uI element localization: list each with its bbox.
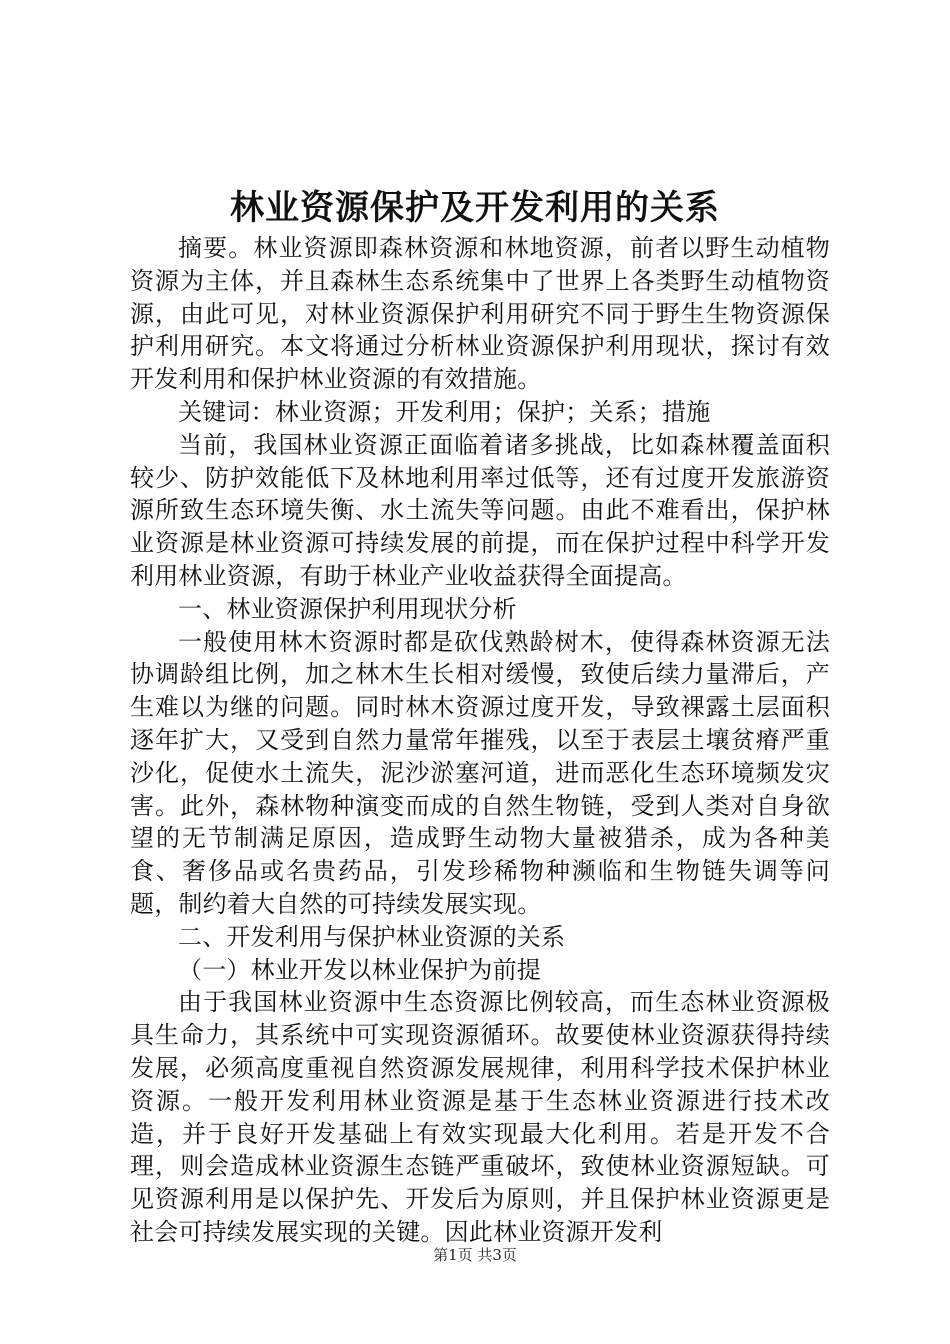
section-1-paragraph: 一般使用林木资源时都是砍伐熟龄树木，使得森林资源无法协调龄组比例，加之林木生长相对缓慢，致使后续力量滞后，产生难以为继的问题。同时林木资源过度开发，导致裸露土层面积逐年扩大，又受到自然力量常年摧残，以至于表层土壤贫瘠严重沙化，促使水土流失，泥沙淤塞河道，进而恶化生态环境频发灾害。此外，森林物种演变而成的自然生物链，受到人类对自身欲望的无节制满足原因，造成野生动物大量被猎杀，成为各种美食、奢侈品或名贵药品，引发珍稀物种濒临和生物链失调等问题，制约着大自然的可持续发展实现。	[130, 627, 830, 918]
document-title: 林业资源保护及开发利用的关系	[230, 188, 720, 228]
subsection-1-paragraph: 由于我国林业资源中生态资源比例较高，而生态林业资源极具生命力，其系统中可实现资源循环。故要使林业资源获得持续发展，必须高度重视自然资源发展规律，利用科学技术保护林业资源。一般开发利用林业资源是基于生态林业资源进行技术改造，并于良好开发基础上有效实现最大化利用。若是开发不合理，则会造成林业资源生态链严重破坏，致使林业资源短缺。可见资源利用是以保护先、开发后为原则，并且保护林业资源更是社会可持续发展实现的关键。因此林业资源开发利	[130, 988, 830, 1246]
intro-paragraph: 当前，我国林业资源正面临着诸多挑战，比如森林覆盖面积较少、防护效能低下及林地利用率过低等，还有过度开发旅游资源所致生态环境失衡、水土流失等问题。由此不难看出，保护林业资源是林业资源可持续发展的前提，而在保护过程中科学开发利用林业资源，有助于林业产业收益获得全面提高。	[130, 430, 830, 590]
page-number-footer: 第1页 共3页	[433, 1246, 517, 1264]
section-2-heading: 二、开发利用与保护林业资源的关系	[178, 922, 566, 951]
abstract-paragraph: 摘要。林业资源即森林资源和林地资源，前者以野生动植物资源为主体，并且森林生态系统集中了世界上各类野生动植物资源，由此可见，对林业资源保护利用研究不同于野生生物资源保护利用研究。本文将通过分析林业资源保护利用现状，探讨有效开发利用和保护林业资源的有效措施。	[130, 234, 830, 394]
keywords-paragraph: 关键词：林业资源；开发利用；保护；关系；措施	[178, 397, 711, 426]
document-body	[130, 232, 830, 1249]
subsection-1-heading: （一）林业开发以林业保护为前提	[178, 955, 541, 984]
section-1-heading: 一、林业资源保护利用现状分析	[178, 594, 517, 623]
